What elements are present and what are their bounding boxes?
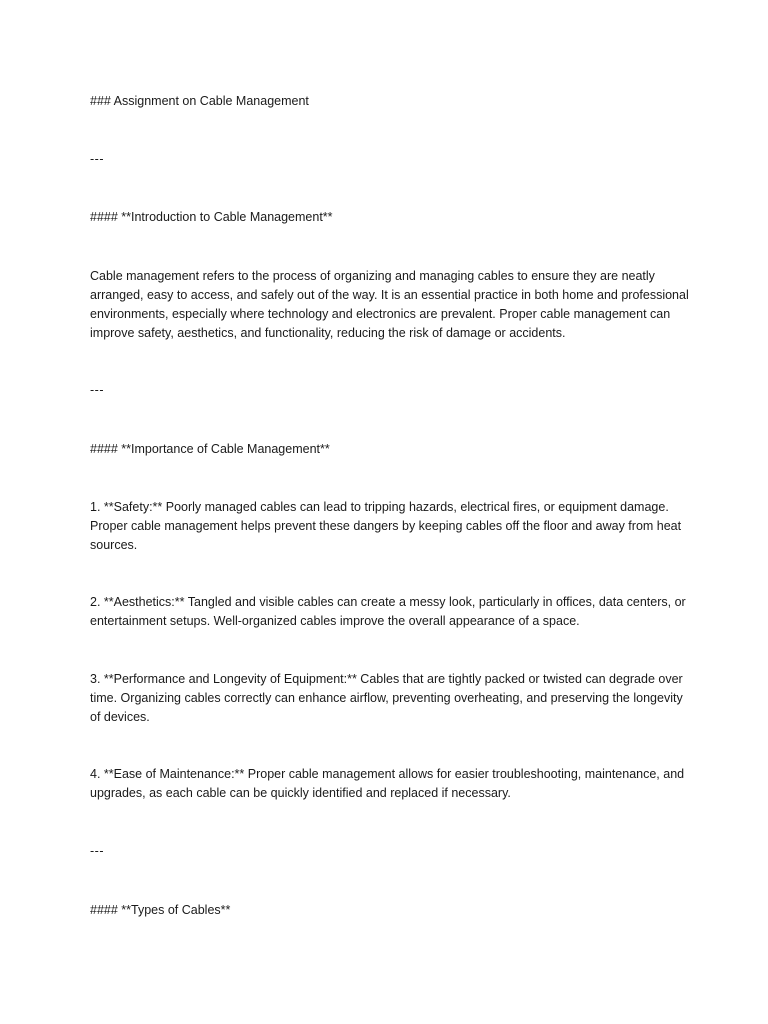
separator-rule: --- xyxy=(90,152,104,166)
importance-item-performance: 3. **Performance and Longevity of Equipment:** Cables that are tightly packed or twisted can degrade over time. Organizing cables correctly can enhance airflow, preventing overheating, and preserving the longevity of devices. xyxy=(90,672,683,724)
separator-rule: --- xyxy=(90,383,104,397)
importance-item-aesthetics: 2. **Aesthetics:** Tangled and visible cables can create a messy look, particularly in offices, data centers, or entertainment setups. Well-organized cables improve the overall appearance of a space. xyxy=(90,595,686,628)
importance-heading: #### **Importance of Cable Management** xyxy=(90,442,330,456)
document-title: ### Assignment on Cable Management xyxy=(90,94,309,108)
importance-item-safety: 1. **Safety:** Poorly managed cables can lead to tripping hazards, electrical fires, or equipment damage. Proper cable management helps prevent these dangers by keeping cables off the floor and away from heat sources. xyxy=(90,500,682,552)
importance-item-maintenance: 4. **Ease of Maintenance:** Proper cable management allows for easier troubleshooting, maintenance, and upgrades, as each cable can be quickly identified and replaced if necessary. xyxy=(90,767,685,800)
separator-rule: --- xyxy=(90,844,104,858)
intro-heading: #### **Introduction to Cable Management** xyxy=(90,210,333,224)
types-heading: #### **Types of Cables** xyxy=(90,903,231,917)
intro-paragraph: Cable management refers to the process of organizing and managing cables to ensure they are neatly arranged, easy to access, and safely out of the way. It is an essential practice in both home and professional environments, especially where technology and electronics are prevalent. Proper cable management can improve safety, aesthetics, and functionality, reducing the risk of damage or accidents. xyxy=(90,269,689,340)
